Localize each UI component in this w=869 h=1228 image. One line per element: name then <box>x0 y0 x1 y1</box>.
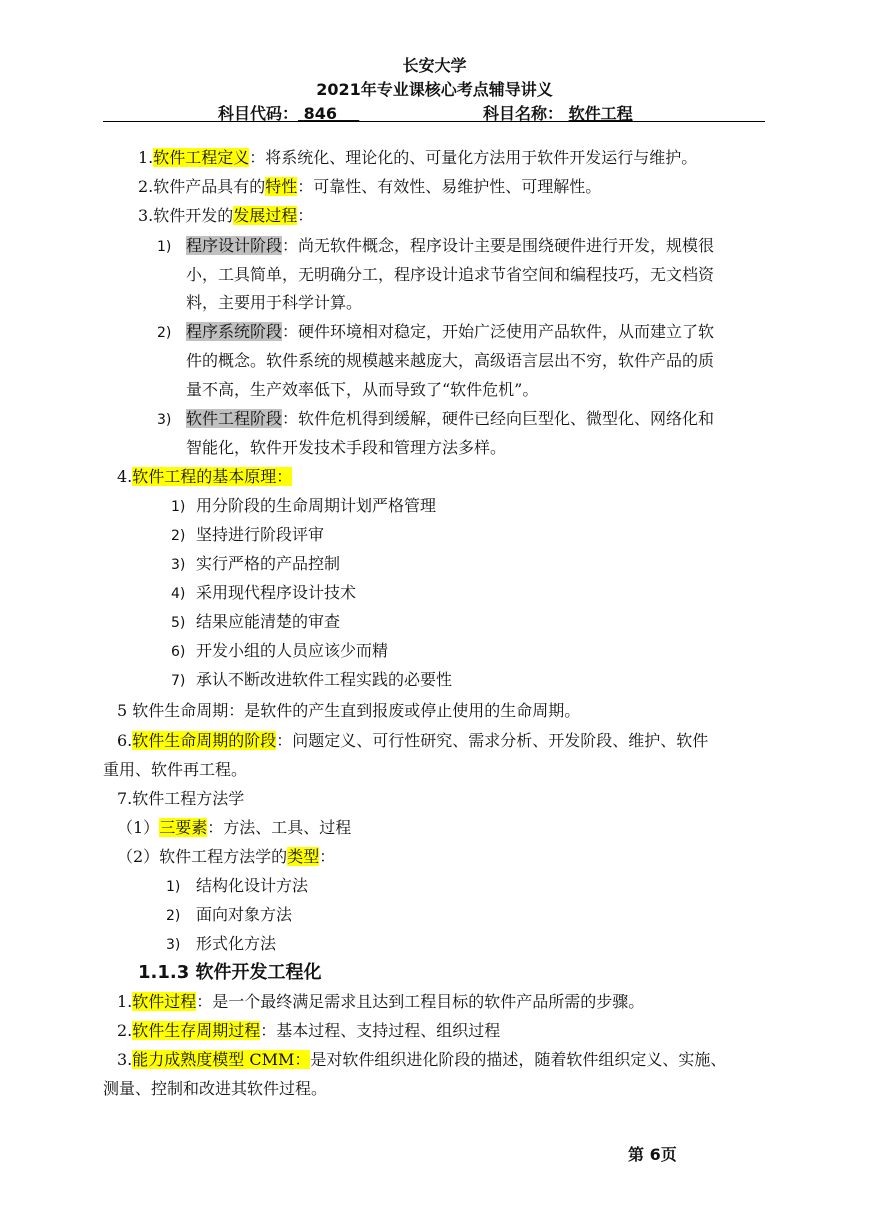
university-name: 长安大学 <box>402 56 467 75</box>
principle-text: 用分阶段的生命周期计划严格管理 <box>196 496 437 515</box>
sub-item-1-line-2: 小，工具简单，无明确分工，程序设计追求节省空间和编程技巧，无文档资 <box>186 265 715 284</box>
subject-code-label: 科目代码： <box>218 104 299 123</box>
principle-number: 6) <box>171 644 186 660</box>
item-6-line-2: 重用、软件再工程。 <box>103 760 248 779</box>
course-title: 2021年专业课核心考点辅导讲义 <box>316 80 553 99</box>
principle-text: 实行严格的产品控制 <box>196 554 341 573</box>
sub-item-2-line-1: 程序系统阶段：硬件环境相对稳定，开始广泛使用产品软件，从而建立了软 <box>186 322 715 341</box>
principle-text: 坚持进行阶段评审 <box>196 525 325 544</box>
section-item-3-line-1: 3.能力成熟度模型 CMM：是对软件组织进化阶段的描述，随着软件组织定义、实施、 <box>117 1050 727 1069</box>
highlight-term: 类型 <box>287 847 320 866</box>
principle-text: 开发小组的人员应该少而精 <box>196 641 389 660</box>
principle-text: 采用现代程序设计技术 <box>196 583 357 602</box>
principle-number: 7) <box>171 673 186 689</box>
principle-number: 5) <box>171 615 186 631</box>
highlight-term: 软件过程 <box>132 992 197 1011</box>
section-item-1: 1.软件过程：是一个最终满足需求且达到工程目标的软件产品所需的步骤。 <box>117 992 645 1011</box>
header-rule <box>103 121 765 122</box>
method-number: 2) <box>166 908 181 924</box>
method-text: 结构化设计方法 <box>196 876 309 895</box>
highlight-term: 三要素 <box>159 818 208 837</box>
principle-number: 1) <box>171 499 186 515</box>
gray-highlight-term: 程序系统阶段 <box>186 322 283 341</box>
section-heading: 1.1.3 软件开发工程化 <box>138 962 322 983</box>
item-2: 2.软件产品具有的特性：可靠性、有效性、易维护性、可理解性。 <box>138 177 602 196</box>
subject-name-label: 科目名称： <box>483 104 564 123</box>
method-text: 形式化方法 <box>196 934 277 953</box>
sub-item-2-line-2: 件的概念。软件系统的规模越来越庞大，高级语言层出不穷，软件产品的质 <box>186 351 715 370</box>
subject-name-value: 软件工程 <box>568 104 633 123</box>
sub-item-1-line-3: 料，主要用于科学计算。 <box>186 293 363 312</box>
section-item-2: 2.软件生存周期过程：基本过程、支持过程、组织过程 <box>117 1021 501 1040</box>
highlight-term: 特性 <box>265 177 298 196</box>
highlight-term: 软件工程定义 <box>153 148 250 167</box>
sub-item-2-line-3: 量不高，生产效率低下，从而导致了“软件危机”。 <box>186 380 539 399</box>
section-item-3-line-2: 测量、控制和改进其软件过程。 <box>103 1079 328 1098</box>
sub-item-3-line-2: 智能化，软件开发技术手段和管理方法多样。 <box>186 438 507 457</box>
item-4: 4.软件工程的基本原理： <box>117 467 293 486</box>
principle-number: 2) <box>171 528 186 544</box>
highlight-term: 软件生命周期的阶段 <box>132 731 277 750</box>
page-number: 第 6页 <box>628 1145 677 1164</box>
method-text: 面向对象方法 <box>196 905 293 924</box>
principle-text: 结果应能清楚的审查 <box>196 612 341 631</box>
principle-text: 承认不断改进软件工程实践的必要性 <box>196 670 453 689</box>
item-7: 7.软件工程方法学 <box>117 789 245 808</box>
principle-number: 4) <box>171 586 186 602</box>
sub-number: 3) <box>157 412 172 428</box>
item-5: 5 软件生命周期：是软件的产生直到报废或停止使用的生命周期。 <box>117 701 581 720</box>
principle-number: 3) <box>171 557 186 573</box>
gray-highlight-term: 程序设计阶段 <box>186 236 283 255</box>
highlight-term: 能力成熟度模型 CMM： <box>132 1050 311 1069</box>
sub-number: 2) <box>157 325 172 341</box>
item-7-1: （1）三要素：方法、工具、过程 <box>117 818 352 837</box>
item-3: 3.软件开发的发展过程： <box>138 206 314 225</box>
method-number: 1) <box>166 879 181 895</box>
highlight-term: 软件生存周期过程 <box>132 1021 261 1040</box>
gray-highlight-term: 软件工程阶段 <box>186 409 283 428</box>
highlight-term: 软件工程的基本原理： <box>132 467 293 486</box>
sub-item-3-line-1: 软件工程阶段：软件危机得到缓解，硬件已经向巨型化、微型化、网络化和 <box>186 409 715 428</box>
subject-code-value: 846 <box>303 104 337 123</box>
item-7-2: （2）软件工程方法学的类型： <box>117 847 336 866</box>
method-number: 3) <box>166 937 181 953</box>
item-6-line-1: 6.软件生命周期的阶段：问题定义、可行性研究、需求分析、开发阶段、维护、软件 <box>117 731 709 750</box>
sub-item-1-line-1: 程序设计阶段：尚无软件概念，程序设计主要是围绕硬件进行开发，规模很 <box>186 236 715 255</box>
item-1: 1.软件工程定义：将系统化、理论化的、可量化方法用于软件开发运行与维护。 <box>138 148 698 167</box>
highlight-term: 发展过程 <box>233 206 298 225</box>
sub-number: 1) <box>157 239 172 255</box>
